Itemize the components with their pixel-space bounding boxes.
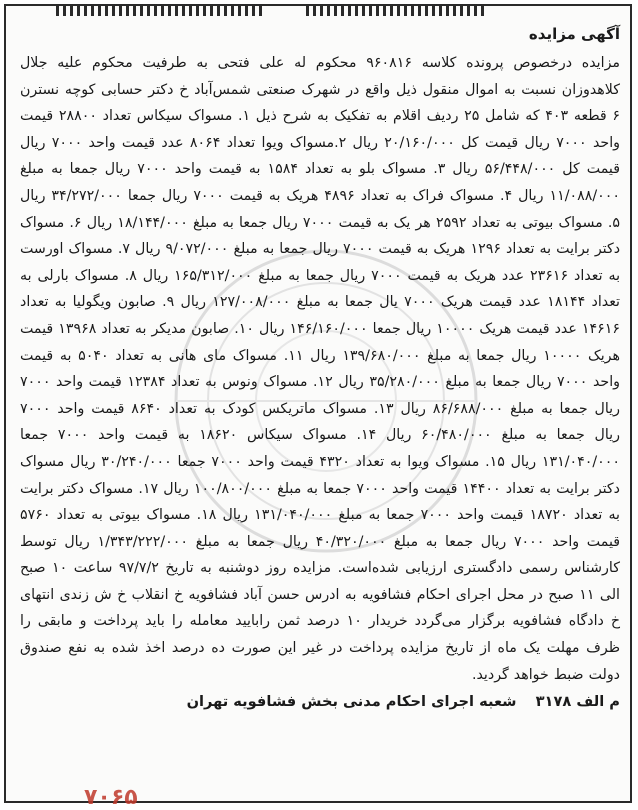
notice-body: مزایده درخصوص پرونده کلاسه ۹۶۰۸۱۶ محکوم له علی فتحی به طرفیت محکوم علیه جلال کلاهدوزان نسبت به اموال منقول ذیل واقع در شهرک صنعتی شمس‌آباد خ دکتر حسابی کوچه نسترن ۶ قطعه ۴۰۳ که شامل ۲۵ ردیف اقلام به تفکیک به شرح ذیل ۱. مسواک سیکاس تعداد ۲۸۸۰۰ قیمت واحد ۷۰۰۰ ریال قیمت کل ۲۰/۱۶۰/۰۰۰ ریال ۲.مسواک ویوا تعداد ۸۰۶۴ عدد قیمت واحد ۷۰۰۰ ریال قیمت کل ۵۶/۴۴۸/۰۰۰ ریال ۳. مسواک بلو به تعداد ۱۵۸۴ به قیمت واحد ۷۰۰۰ ریال جمعا به مبلغ ۱۱/۰۸۸/۰۰۰ ریال ۴. مسواک فراک به تعداد ۴۸۹۶ هریک به قیمت ۷۰۰۰ ریال جمعا ۳۴/۲۷۲/۰۰۰ ریال ۵. مسواک بیوتی به تعداد ۲۵۹۲ هر یک به قیمت ۷۰۰۰ ریال جمعا به مبلغ ۱۸/۱۴۴/۰۰۰ ریال ۶. مسواک دکتر برایت به تعداد ۱۲۹۶ هریک به قیمت ۷۰۰۰ ریال جمعا به مبلغ ۹/۰۷۲/۰۰۰ ریال ۷. مسواک اورست به تعداد ۲۳۶۱۶ عدد هریک به قیمت ۷۰۰۰ ریال جمعا به مبلغ ۱۶۵/۳۱۲/۰۰۰ ریال ۸. مسواک بارلی به تعداد ۱۸۱۴۴ عدد قیمت هریک ۷۰۰۰ یال جمعا به مبلغ ۱۲۷/۰۰۸/۰۰۰ ریال ۹. صابون ویگولیا به تعداد ۱۴۶۱۶ عدد قیمت هریک ۱۰۰۰۰ ریال جمعا ۱۴۶/۱۶۰/۰۰۰ ریال ۱۰. صابون مدیکر به تعداد ۱۳۹۶۸ قیمت هریک ۱۰۰۰۰ ریال جمعا به مبلغ ۱۳۹/۶۸۰/۰۰۰ ریال ۱۱. مسواک مای هانی به تعداد ۵۰۴۰ به قیمت واحد ۷۰۰۰ ریال جمعا به مبلغ ۳۵/۲۸۰/۰۰۰ ریال ۱۲. مسواک ونوس به تعداد ۱۲۳۸۴ قیمت واحد ۷۰۰۰ ریال جمعا به مبلغ ۸۶/۶۸۸/۰۰۰ ریال ۱۳. مسواک ماتریکس کودک به تعداد ۸۶۴۰ قیمت واحد ۷۰۰۰ ریال جمعا به مبلغ ۶۰/۴۸۰/۰۰۰ ریال ۱۴. مسواک سیکاس ۱۸۶۲۰ به قیمت واحد ۷۰۰۰ جمعا ۱۳۱/۰۴۰/۰۰۰ ریال ۱۵. مسواک ویوا به تعداد ۴۳۲۰ قیمت واحد ۷۰۰۰ جمعا ۳۰/۲۴۰/۰۰۰ ریال مسواک دکتر برایت به تعداد ۱۴۴۰۰ قیمت واحد ۷۰۰۰ جمعا به مبلغ ۱۰۰/۸۰۰/۰۰۰ ریال ۱۷. مسواک دکتر برایت به تعداد ۱۸۷۲۰ قیمت واحد ۷۰۰۰ جمعا به مبلغ ۱۳۱/۰۴۰/۰۰۰ ریال ۱۸. مسواک بیوتی به تعداد ۵۷۶۰ قیمت واحد ۷۰۰۰ ریال جمعا به مبلغ ۴۰/۳۲۰/۰۰۰ ریال جمعا به مبلغ ۱/۳۴۳/۲۲۲/۰۰۰ ریال توسط کارشناس رسمی دادگستری ارزیابی شده‌است. مزایده روز دوشنبه به تاریخ ۹۷/۷/۲ ساعت ۱۰ صبح الی ۱۱ صبح در محل اجرای احکام فشافویه به ادرس حسن آباد فشافویه خ انقلاب خ ش زندی انتهای خ دادگاه فشافویه برگزار می‌گردد خریدار ۱۰ درصد ثمن رابایید معامله را باید پرداخت و مابقی را ظرف مهلت یک ماه از تاریخ مزایده پرداخت در غیر این صورت ده درصد اخذ شده به نفع صندوق دولت ضبط خواهد گردید. (20, 55, 621, 683)
decorative-border-left (56, 6, 266, 16)
notice-title: آگهی مزایده (528, 25, 620, 43)
notice-content (20, 24, 620, 714)
issuing-office: شعبه اجرای احکام مدنی بخش فشافویه تهران (186, 693, 517, 711)
red-stamp: ۷۰۶۵ (84, 785, 138, 810)
notice-box (4, 4, 632, 803)
decorative-border-right (306, 6, 486, 16)
notice-footer (20, 690, 620, 714)
reference-number: م الف ۳۱۷۸ (535, 693, 620, 711)
